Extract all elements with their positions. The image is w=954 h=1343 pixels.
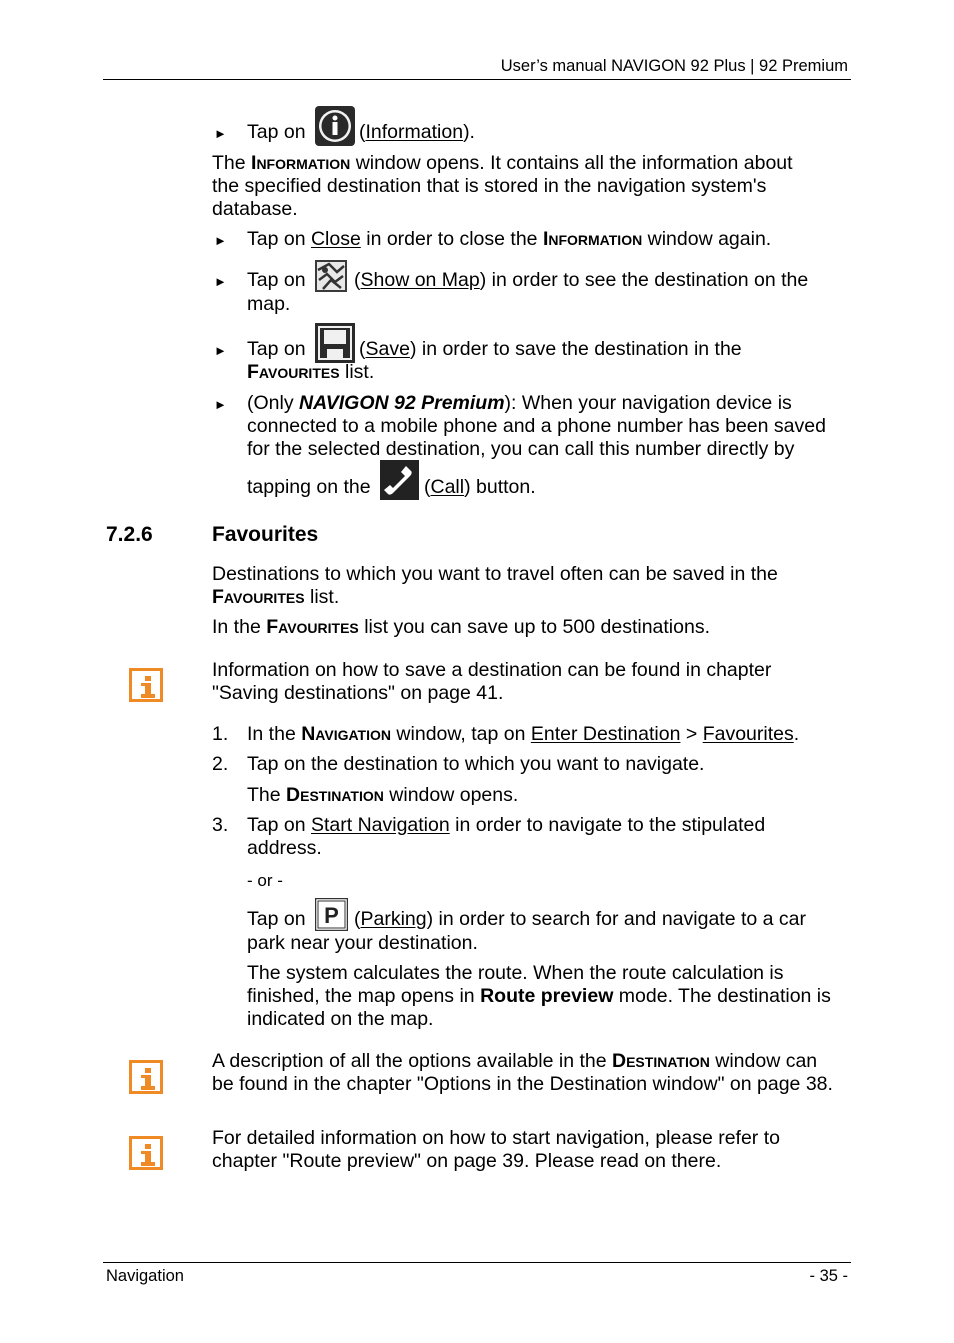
favourites-intro-line1: Destinations to which you want to travel often can be saved in the [212, 563, 778, 585]
bullet-arrow: ► [214, 126, 227, 141]
bullet-save: Tap on [247, 338, 306, 360]
step-1-number: 1. [212, 723, 229, 745]
route-result-line3: indicated on the map. [247, 1008, 434, 1030]
bullet-arrow: ► [214, 397, 227, 412]
step-2-number: 2. [212, 753, 229, 775]
favourites-link[interactable]: Favourites [702, 723, 794, 745]
info-window-paragraph-line2: the specified destination that is stored in the navigation system's [212, 175, 767, 197]
section-number: 7.2.6 [106, 523, 153, 546]
map-icon[interactable] [315, 260, 347, 292]
bullet-call: (Only NAVIGON 92 Premium): When your navigation device is [247, 392, 792, 414]
section-title: Favourites [212, 523, 319, 546]
note-save-destination-line2: "Saving destinations" on page 41. [212, 682, 504, 704]
note-save-destination-line1: Information on how to save a destination can be found in chapter [212, 659, 772, 681]
start-navigation-link[interactable]: Start Navigation [310, 814, 450, 836]
note-route-preview-line2: chapter "Route preview" on page 39. Please read on there. [212, 1150, 722, 1172]
parking-instruction-line2: park near your destination. [247, 932, 478, 954]
info-icon[interactable] [315, 106, 355, 146]
bullet-arrow: ► [214, 343, 227, 358]
bullet-save-line2: Favourites list. [247, 361, 375, 383]
bullet-call-rest: (Call) button. [424, 476, 536, 498]
save-link[interactable]: Save [365, 338, 410, 360]
favourites-intro-line2: Favourites list. [212, 586, 340, 608]
bullet-show-on-map-line2: map. [247, 293, 291, 315]
parking-icon[interactable] [315, 898, 348, 931]
bullet-call-line4: tapping on the [247, 476, 371, 498]
info-window-paragraph: The Information window opens. It contains all the information about [212, 152, 793, 174]
header-rule [103, 79, 851, 80]
info-note-icon [129, 668, 163, 702]
svg-text:P: P [324, 903, 339, 928]
parking-instruction: Tap on [247, 908, 306, 930]
bullet-close: Tap on Close in order to close the Information window again. [247, 228, 772, 250]
bullet-text: Tap on [247, 121, 306, 143]
footer-chapter: Navigation [106, 1267, 184, 1285]
phone-icon[interactable] [380, 460, 419, 500]
bullet-show-on-map-rest: (Show on Map) in order to see the destination on the [354, 269, 809, 291]
step-2: Tap on the destination to which you want to navigate. [247, 753, 705, 775]
or-separator: - or - [247, 871, 283, 890]
route-result-line1: The system calculates the route. When the route calculation is [247, 962, 784, 984]
bullet-save-rest: (Save) in order to save the destination in the [359, 338, 742, 360]
bullet-arrow: ► [214, 274, 227, 289]
info-note-icon [129, 1136, 163, 1170]
note-route-preview-line1: For detailed information on how to start navigation, please refer to [212, 1127, 780, 1149]
bullet-arrow: ► [214, 233, 227, 248]
parking-instruction-rest: (Parking) in order to search for and navigate to a car [354, 908, 806, 930]
note-options-line1: A description of all the options available in the Destination window can [212, 1050, 818, 1072]
step-1: In the Navigation window, tap on Enter Destination > Favourites. [247, 723, 800, 745]
bullet-information-rest: (Information). [359, 121, 475, 143]
footer-rule [103, 1262, 851, 1263]
step-3-line2: address. [247, 837, 322, 859]
page-header-title: User’s manual NAVIGON 92 Plus | 92 Premium [500, 57, 848, 75]
step-3-number: 3. [212, 814, 229, 836]
route-result-line2: finished, the map opens in Route preview mode. The destination is [247, 985, 831, 1007]
close-link[interactable]: Close [310, 228, 361, 250]
bullet-call-line3: for the selected destination, you can call this number directly by [247, 438, 795, 460]
floppy-disk-icon[interactable] [315, 323, 355, 363]
show-on-map-link[interactable]: Show on Map [360, 269, 480, 291]
information-link[interactable]: Information [365, 121, 464, 143]
favourites-capacity: In the Favourites list you can save up to 500 destinations. [212, 616, 711, 638]
info-note-icon [129, 1060, 163, 1094]
parking-link[interactable]: Parking [360, 908, 427, 930]
step-2-result: The Destination window opens. [247, 784, 519, 806]
page-number: - 35 - [809, 1267, 848, 1285]
step-3: Tap on Start Navigation in order to navigate to the stipulated [247, 814, 766, 836]
call-link[interactable]: Call [430, 476, 465, 498]
enter-destination-link[interactable]: Enter Destination [530, 723, 681, 745]
bullet-show-on-map: Tap on [247, 269, 306, 291]
note-options-line2: be found in the chapter "Options in the Destination window" on page 38. [212, 1073, 833, 1095]
bullet-call-line2: connected to a mobile phone and a phone number has been saved [247, 415, 826, 437]
info-window-paragraph-line3: database. [212, 198, 298, 220]
bullet-information [247, 121, 306, 144]
